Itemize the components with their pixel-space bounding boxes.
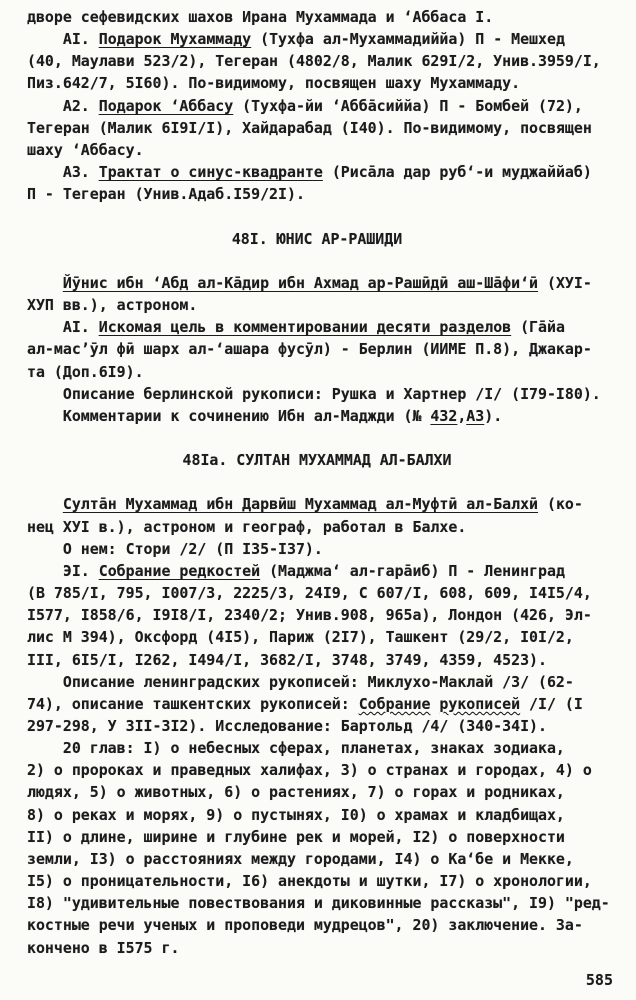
underlined-text: Собрание редкостей — [98, 561, 261, 580]
text-segment — [27, 495, 63, 513]
text-segment: I8) "удивительные повествования и диковинные рассказы", I9) "ред- — [27, 894, 610, 913]
text-line — [27, 117, 607, 139]
text-segment: II) о длине, ширине и глубине рек и морей, I2) о поверхности — [27, 827, 565, 846]
text-segment: земли, I3) о расстояниях между городами, I4) о Ка‘бе и Мекке, — [27, 849, 574, 868]
text-segment: АI. — [27, 30, 99, 49]
text-line — [27, 737, 607, 759]
text-segment: 20 глав: I) о небесных сферах, планетах, знаках зодиака, — [27, 739, 565, 758]
line-gap — [27, 427, 607, 449]
text-segment: Пиз.642/7, 5I60). По-видимому, посвящен шаху Мухаммаду. — [27, 74, 521, 93]
text-segment: (Маджма‘ ал-гарāиб) П - Ленинград — [260, 561, 565, 580]
text-line — [27, 781, 607, 803]
line-gap — [27, 471, 607, 493]
text-line — [27, 516, 607, 538]
text-line — [27, 604, 607, 626]
text-line — [27, 338, 607, 360]
underlined-text: Искомая цель в комментировании десяти разделов — [98, 318, 512, 337]
underlined-text: 432 — [430, 406, 458, 425]
text-line — [27, 892, 610, 914]
text-segment: людях, 5) о животных, 6) о растениях, 7) о горах и родниках, — [27, 783, 565, 802]
text-segment: ). — [484, 406, 503, 425]
text-segment: 74), описание ташкентских рукописей: — [27, 694, 359, 713]
text-segment: 8) о реках и морях, 9) о пустынях, I0) о храмах и кладбищах, — [27, 805, 565, 824]
text-segment: ХУП вв.), астроном. — [27, 296, 198, 315]
underlined-text: Йӯнис ибн ‘Абд ал-Кāдир ибн Ахмад ар-Рашӣдӣ аш-Шāфи‘ӣ — [62, 273, 539, 292]
text-line — [27, 937, 607, 959]
text-segment: (Тухфа-йи ‘Аббāсиййа) П - Бомбей (72), — [233, 96, 583, 115]
text-segment: О нем: Стори /2/ (П I35-I37). — [27, 539, 323, 558]
text-line — [27, 582, 607, 604]
text-segment: лис М 394), Оксфорд (4I5), Париж (2I7), Ташкент (29/2, I0I/2, — [27, 628, 574, 647]
text-line — [27, 848, 607, 870]
text-line — [27, 649, 607, 671]
text-segment: I577, I858/6, I9I8/I, 2340/2; Унив.908, 965а), Лондон (426, Эл- — [27, 606, 592, 625]
text-line — [27, 671, 607, 693]
text-segment: шаху ‘Аббасу. — [27, 140, 144, 159]
text-line — [27, 50, 607, 72]
text-segment: Комментарии к сочинению Ибн ал-Маджди (№ — [27, 406, 431, 425]
underlined-text: А3 — [466, 406, 485, 425]
text-segment: 2) о пророках и праведных халифах, 3) о странах и городах, 4) о — [27, 761, 592, 780]
text-line — [27, 6, 607, 28]
text-line — [27, 715, 607, 737]
text-line — [27, 560, 607, 582]
page-number: 585 — [585, 971, 613, 989]
text-segment: III, 6I5/I, I262, I494/I, 3682/I, 3748, 3749, 4359, 4523). — [27, 650, 547, 669]
section-heading: 48I. ЮНИС АР-РАШИДИ — [231, 229, 403, 248]
text-segment: , — [457, 406, 467, 425]
line-gap — [27, 250, 607, 272]
text-segment: костные речи ученых и проповеди мудрецов", 20) заключение. За- — [27, 916, 583, 935]
underlined-text: Султāн Мухаммад ибн Дарвӣш Мухаммад ал-Муфтӣ ал-Балхӣ — [62, 495, 539, 514]
text-segment: А2. — [27, 96, 99, 115]
text-segment: (40, Маулави 523/2), Тегеран (4802/8, Малик 629I/2, Унив.3959/I, — [27, 52, 601, 71]
text-segment: (Гāйа — [511, 318, 565, 337]
text-segment: I5) о проницательности, I6) анекдоты и шутки, I7) о хронологии, — [27, 872, 592, 891]
text-segment: дворе сефевидских шахов Ирана Мухаммада и ‘Аббаса I. — [27, 8, 494, 26]
text-line — [27, 826, 607, 848]
section-heading: 48Iа. СУЛТАН МУХАММАД АЛ-БАЛХИ — [182, 451, 452, 470]
text-segment: кончено в I575 г. — [27, 938, 180, 957]
text-line — [27, 28, 607, 50]
text-line — [27, 272, 607, 294]
text-line — [27, 383, 607, 405]
text-segment: А3. — [27, 163, 99, 182]
text-segment: нец ХУI в.), астроном и географ, работал в Балхе. — [27, 517, 467, 536]
text-segment: ал-мас’ӯл фӣ шарх ал-‘ашара фусӯл) - Берлин (ИИМЕ П.8), Джакар- — [27, 340, 592, 359]
text-segment: та (Доп.6I9). — [27, 362, 144, 381]
text-segment: (ко- — [538, 495, 583, 514]
text-segment: Тегеран (Малик 6I9I/I), Хайдарабад (I40). По-видимому, посвящен — [27, 118, 592, 137]
text-segment: 297-298, У 3II-3I2). Исследование: Бартольд /4/ (340-34I). — [27, 717, 547, 735]
text-line — [27, 693, 607, 715]
text-segment: (ХУI- — [538, 273, 592, 292]
text-line — [27, 361, 607, 383]
text-line — [27, 72, 607, 94]
line-gap — [27, 205, 607, 227]
text-line — [27, 316, 607, 338]
wavy-underlined-text: рукописей — [439, 694, 521, 713]
text-line — [27, 870, 607, 892]
text-line — [27, 161, 607, 183]
wavy-underlined-text: Собрание — [358, 694, 431, 713]
text-segment: П - Тегеран (Унив.Адаб.I59/2I). — [27, 185, 305, 204]
text-segment: (Рисāла дар руб‘-и муджаййаб) — [322, 163, 592, 182]
text-segment: АI. — [27, 318, 99, 337]
text-line — [27, 139, 607, 161]
underlined-text: Подарок ‘Аббасу — [98, 96, 234, 115]
text-line — [27, 626, 607, 648]
text-line — [27, 759, 607, 781]
text-line — [27, 405, 607, 427]
text-line — [27, 183, 607, 205]
text-segment: /I/ (I — [520, 694, 583, 713]
text-segment — [27, 274, 63, 292]
underlined-text: Трактат о синус-квадранте — [98, 163, 323, 182]
text-segment: Описание ленинградских рукописей: Миклухо-Маклай /3/ (62- — [27, 672, 574, 691]
text-segment: ЭI. — [27, 561, 99, 580]
text-segment: Описание берлинской рукописи: Рушка и Хартнер /I/ (I79-I80). — [27, 384, 601, 403]
text-line — [27, 804, 607, 826]
text-line — [27, 95, 607, 117]
text-line — [27, 538, 607, 560]
text-line — [27, 493, 607, 515]
document-body — [27, 6, 610, 959]
text-line — [27, 294, 607, 316]
underlined-text: Подарок Мухаммаду — [98, 30, 252, 49]
text-line — [27, 914, 607, 936]
text-segment: (В 785/I, 795, I007/3, 2225/3, 24I9, С 607/I, 608, 609, I4I5/4, — [27, 584, 592, 603]
text-segment: (Тухфа ал-Мухаммадиййа) П - Мешхед — [251, 30, 565, 49]
